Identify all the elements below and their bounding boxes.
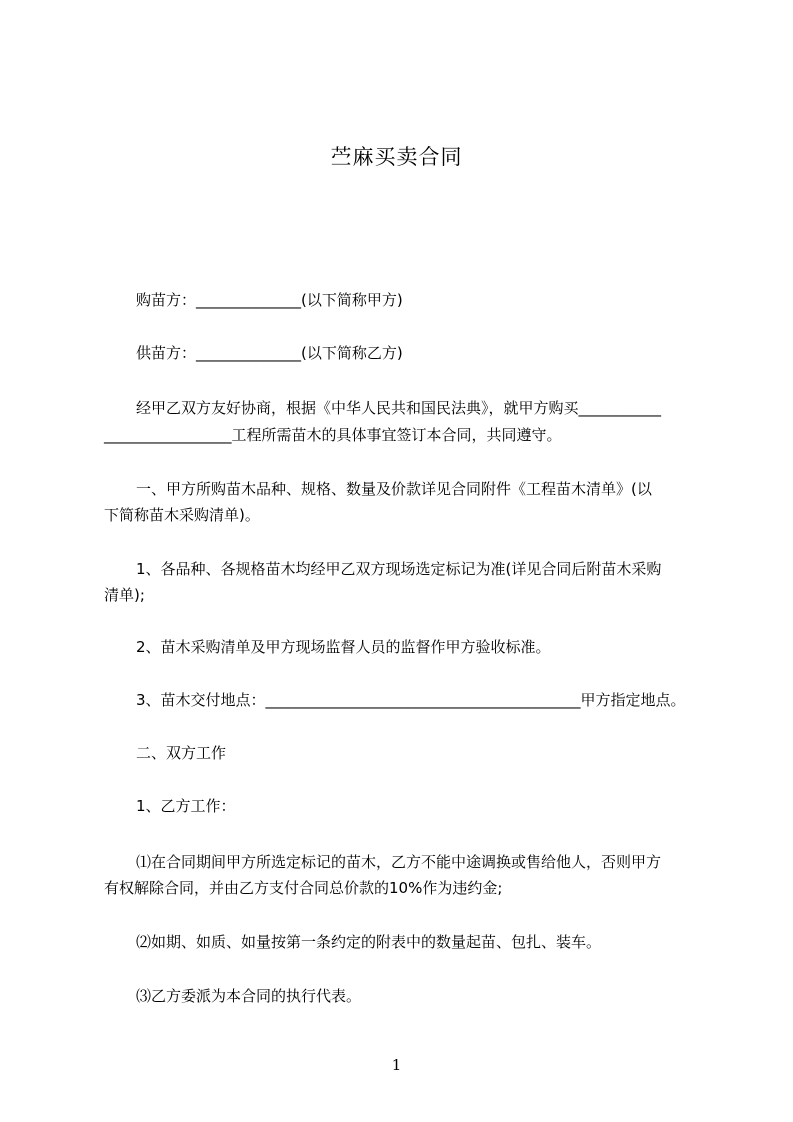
clause-1-line-2: 清单); [104,586,145,604]
section-2-heading: 二、双方工作 [136,744,227,762]
clause-2: 2、苗木采购清单及甲方现场监督人员的监督作甲方验收标准。 [136,638,551,656]
duty-1-line-2: 有权解除合同，并由乙方支付合同总价款的10%作为违约金; [104,879,503,897]
duty-3: ⑶乙方委派为本合同的执行代表。 [136,987,362,1005]
section-1-line-2: 下简称苗木采购清单)。 [104,506,260,524]
section-1-line-1: 一、甲方所购苗木品种、规格、数量及价款详见合同附件《工程苗木清单》(以 [136,480,652,498]
clause-1-line-1: 1、各品种、各规格苗木均经甲乙双方现场选定标记为准(详见合同后附苗木采购 [136,560,662,578]
party-b-duties-heading: 1、乙方工作： [136,797,236,815]
page-number: 1 [391,1056,402,1074]
document-title: 苎麻买卖合同 [330,145,463,169]
seller-line: 供苗方：______________(以下简称乙方) [136,344,403,362]
duty-2: ⑵如期、如质、如量按第一条约定的附表中的数量起苗、包扎、装车。 [136,933,602,951]
duty-1-line-1: ⑴在合同期间甲方所选定标记的苗木，乙方不能中途调换或售给他人，否则甲方 [136,853,662,871]
buyer-line: 购苗方：______________(以下简称甲方) [136,291,403,309]
intro-paragraph-line-2: _________________工程所需苗木的具体事宜签订本合同，共同遵守。 [104,426,562,444]
clause-3: 3、苗木交付地点：__________________________________________甲方指定地点。 [136,691,686,709]
intro-paragraph-line-1: 经甲乙双方友好协商，根据《中华人民共和国民法典》，就甲方购买___________ [136,399,662,417]
